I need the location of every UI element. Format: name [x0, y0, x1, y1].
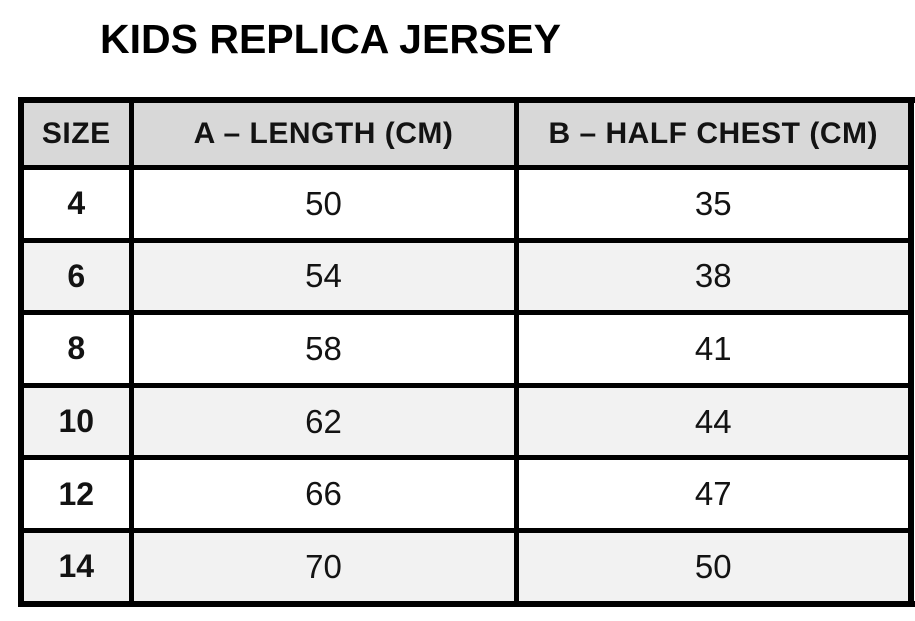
half-chest-cell: 41 — [516, 313, 911, 386]
length-cell: 58 — [131, 313, 516, 386]
size-cell: 8 — [21, 313, 131, 386]
length-cell: 54 — [131, 240, 516, 313]
half-chest-cell: 38 — [516, 240, 911, 313]
size-cell: 14 — [21, 530, 131, 604]
header-size: SIZE — [21, 100, 131, 168]
table-row — [21, 313, 911, 386]
table-row — [21, 530, 911, 604]
size-chart-table — [18, 97, 914, 607]
table-row — [21, 240, 911, 313]
table-row — [21, 168, 911, 241]
table-header — [21, 100, 911, 168]
table-row — [21, 458, 911, 531]
table-row — [21, 385, 911, 458]
header-half-chest: B – HALF CHEST (CM) — [516, 100, 911, 168]
size-cell: 4 — [21, 168, 131, 241]
length-cell: 50 — [131, 168, 516, 241]
header-length: A – LENGTH (CM) — [131, 100, 516, 168]
half-chest-cell: 44 — [516, 385, 911, 458]
half-chest-cell: 50 — [516, 530, 911, 604]
header-row — [21, 100, 911, 168]
length-cell: 62 — [131, 385, 516, 458]
half-chest-cell: 47 — [516, 458, 911, 531]
page-title: KIDS REPLICA JERSEY — [100, 16, 561, 62]
length-cell: 66 — [131, 458, 516, 531]
length-cell: 70 — [131, 530, 516, 604]
size-table-body — [21, 168, 911, 605]
size-cell: 12 — [21, 458, 131, 531]
size-cell: 6 — [21, 240, 131, 313]
half-chest-cell: 35 — [516, 168, 911, 241]
size-cell: 10 — [21, 385, 131, 458]
